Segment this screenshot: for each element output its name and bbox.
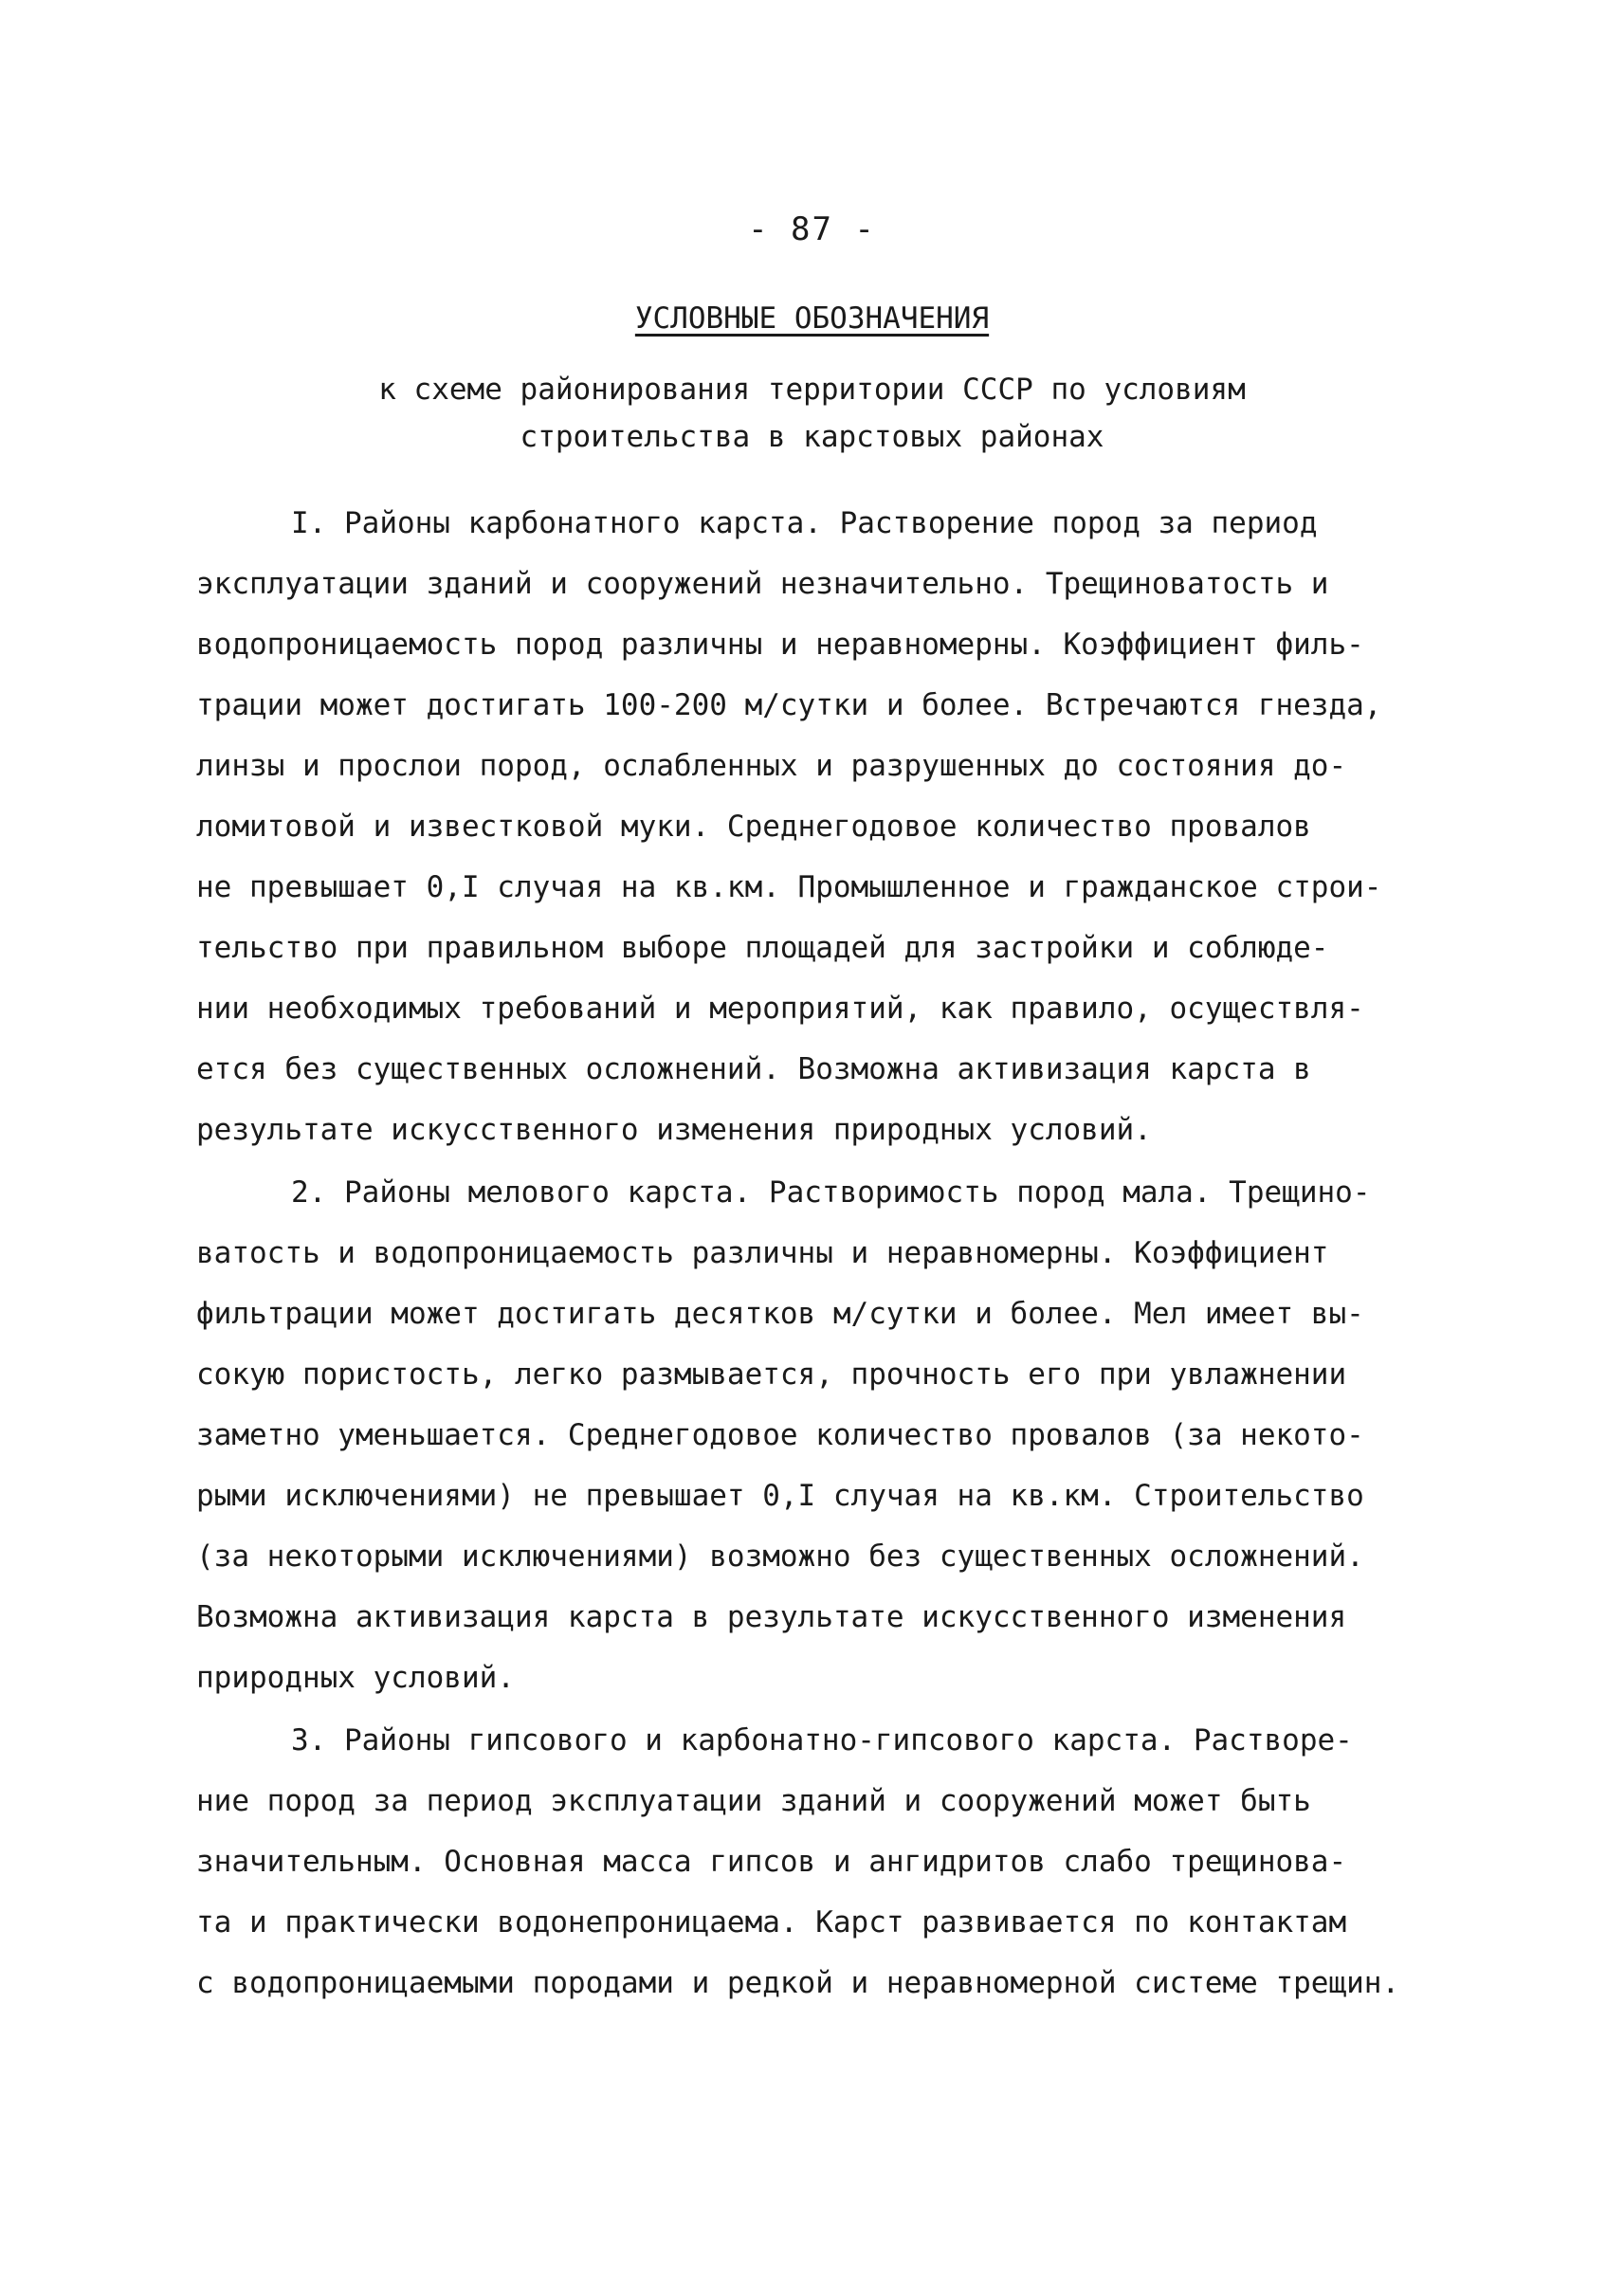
text-line: значительным. Основная масса гипсов и ангидритов слабо трещинова- (196, 1845, 1347, 1879)
text-line: 2. Районы мелового карста. Растворимость пород мала. Трещино- (291, 1175, 1371, 1210)
text-line: водопроницаемость пород различны и неравномерны. Коэффициент филь- (196, 628, 1364, 662)
text-line: (за некоторыми исключениями) возможно без существенных осложнений. (196, 1539, 1364, 1574)
subtitle-line: строительства в карстовых районах (520, 420, 1104, 454)
paragraph-gypsum-karst (196, 1710, 1448, 2013)
text-line: линзы и прослои пород, ослабленных и разрушенных до состояния до- (196, 749, 1347, 783)
text-line: результате искусственного изменения природных условий. (196, 1113, 1152, 1147)
text-line: трации может достигать 100-200 м/сутки и более. Встречаются гнезда, (196, 688, 1382, 722)
paragraph-carbonate-karst (196, 493, 1448, 1160)
text-line: та и практически водонепроницаема. Карст развивается по контактам (196, 1905, 1347, 1940)
text-line: с водопроницаемыми породами и редкой и неравномерной системе трещин. (196, 1966, 1400, 2000)
text-line: фильтрации может достигать десятков м/сутки и более. Мел имеет вы- (196, 1297, 1364, 1331)
text-line: Возможна активизация карста в результате искусственного изменения (196, 1600, 1347, 1634)
text-line: природных условий. (196, 1661, 515, 1695)
text-line: эксплуатации зданий и сооружений незначительно. Трещиноватость и (196, 567, 1329, 601)
page-number: - 87 - (748, 210, 876, 248)
text-line: 3. Районы гипсового и карбонатно-гипсового карста. Растворе- (291, 1723, 1353, 1758)
text-line: не превышает 0,I случая на кв.км. Промышленное и гражданское строи- (196, 870, 1382, 904)
text-line: тельство при правильном выборе площадей для застройки и соблюде- (196, 931, 1329, 965)
text-line: заметно уменьшается. Среднегодовое количество провалов (за некото- (196, 1418, 1364, 1452)
text-line: I. Районы карбонатного карста. Растворение пород за период (291, 506, 1318, 540)
paragraph-chalk-karst (196, 1162, 1448, 1708)
subtitle-line: к схеме районирования территории СССР по условиям (378, 373, 1246, 407)
text-line: рыми исключениями) не превышает 0,I случая на кв.км. Строительство (196, 1479, 1364, 1513)
text-line: ние пород за период эксплуатации зданий и сооружений может быть (196, 1784, 1311, 1818)
text-line: ломитовой и известковой муки. Среднегодовое количество провалов (196, 810, 1311, 844)
document-title (0, 301, 1624, 336)
document-title-text: УСЛОВНЫЕ ОБОЗНАЧЕНИЯ (634, 301, 990, 336)
text-line: ется без существенных осложнений. Возможна активизация карста в (196, 1052, 1311, 1086)
text-line: нии необходимых требований и мероприятий, как правило, осуществля- (196, 992, 1364, 1026)
document-subtitle (0, 366, 1624, 461)
text-line: сокую пористость, легко размывается, прочность его при увлажнении (196, 1357, 1347, 1392)
text-line: ватость и водопроницаемость различны и неравномерны. Коэффициент (196, 1236, 1329, 1270)
